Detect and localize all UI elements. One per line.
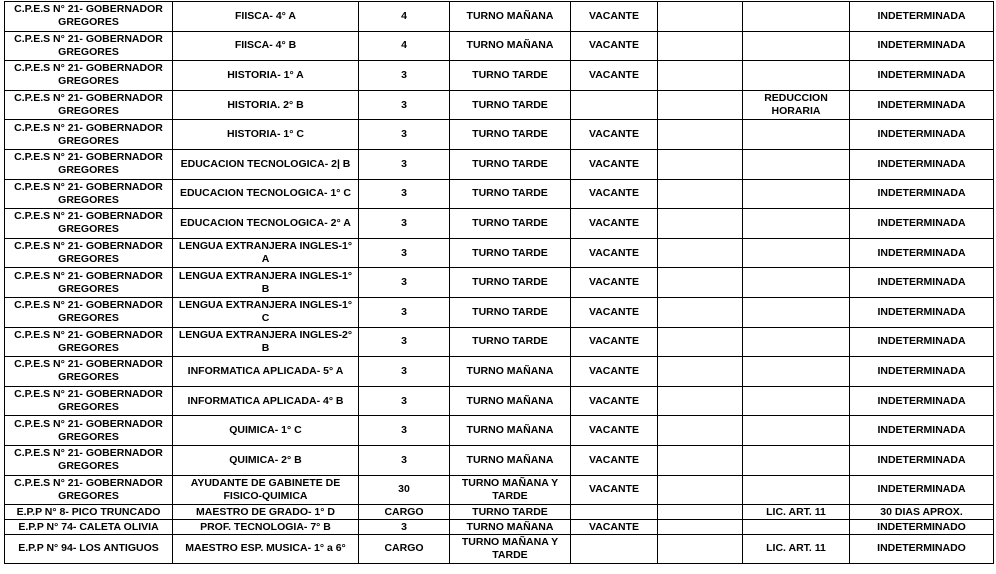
note-cell: LIC. ART. 11 [743, 534, 850, 564]
shift-cell: TURNO TARDE [450, 209, 571, 239]
shift-cell: TURNO TARDE [450, 120, 571, 150]
school-cell: C.P.E.S N° 21- GOBERNADOR GREGORES [5, 445, 173, 475]
status-cell: VACANTE [571, 31, 658, 61]
school-cell: C.P.E.S N° 21- GOBERNADOR GREGORES [5, 475, 173, 505]
hours-cell: 3 [359, 238, 450, 268]
school-cell: C.P.E.S N° 21- GOBERNADOR GREGORES [5, 90, 173, 120]
table-row [5, 120, 994, 150]
duration-cell: INDETERMINADO [850, 519, 994, 534]
empty-cell [658, 416, 743, 446]
status-cell: VACANTE [571, 179, 658, 209]
subject-cell: MAESTRO ESP. MUSICA- 1° a 6° [173, 534, 359, 564]
note-cell [743, 445, 850, 475]
status-cell: VACANTE [571, 445, 658, 475]
shift-cell: TURNO MAÑANA [450, 357, 571, 387]
table-row [5, 505, 994, 520]
hours-cell: 3 [359, 297, 450, 327]
hours-cell: 3 [359, 268, 450, 298]
subject-cell: HISTORIA- 1° A [173, 61, 359, 91]
hours-cell: 3 [359, 61, 450, 91]
duration-cell: INDETERMINADA [850, 416, 994, 446]
table-row [5, 416, 994, 446]
duration-cell: INDETERMINADA [850, 238, 994, 268]
school-cell: C.P.E.S N° 21- GOBERNADOR GREGORES [5, 416, 173, 446]
school-cell: C.P.E.S N° 21- GOBERNADOR GREGORES [5, 149, 173, 179]
duration-cell: INDETERMINADA [850, 90, 994, 120]
shift-cell: TURNO TARDE [450, 149, 571, 179]
empty-cell [658, 31, 743, 61]
hours-cell: 3 [359, 120, 450, 150]
hours-cell: 3 [359, 90, 450, 120]
hours-cell: 3 [359, 386, 450, 416]
shift-cell: TURNO MAÑANA [450, 31, 571, 61]
hours-cell: CARGO [359, 534, 450, 564]
hours-cell: 3 [359, 519, 450, 534]
school-cell: C.P.E.S N° 21- GOBERNADOR GREGORES [5, 297, 173, 327]
table-row [5, 357, 994, 387]
status-cell: VACANTE [571, 416, 658, 446]
duration-cell: INDETERMINADA [850, 268, 994, 298]
subject-cell: LENGUA EXTRANJERA INGLES-1° A [173, 238, 359, 268]
shift-cell: TURNO TARDE [450, 179, 571, 209]
duration-cell: INDETERMINADA [850, 31, 994, 61]
hours-cell: 4 [359, 31, 450, 61]
duration-cell: INDETERMINADA [850, 61, 994, 91]
empty-cell [658, 519, 743, 534]
note-cell [743, 2, 850, 32]
note-cell: LIC. ART. 11 [743, 505, 850, 520]
hours-cell: 3 [359, 179, 450, 209]
status-cell: VACANTE [571, 120, 658, 150]
shift-cell: TURNO MAÑANA [450, 2, 571, 32]
hours-cell: 3 [359, 416, 450, 446]
hours-cell: 30 [359, 475, 450, 505]
school-cell: C.P.E.S N° 21- GOBERNADOR GREGORES [5, 268, 173, 298]
school-cell: C.P.E.S N° 21- GOBERNADOR GREGORES [5, 179, 173, 209]
school-cell: C.P.E.S N° 21- GOBERNADOR GREGORES [5, 327, 173, 357]
duration-cell: INDETERMINADA [850, 327, 994, 357]
shift-cell: TURNO TARDE [450, 238, 571, 268]
empty-cell [658, 90, 743, 120]
table-row [5, 2, 994, 32]
shift-cell: TURNO MAÑANA [450, 416, 571, 446]
subject-cell: INFORMATICA APLICADA- 4° B [173, 386, 359, 416]
empty-cell [658, 238, 743, 268]
note-cell [743, 327, 850, 357]
hours-cell: 3 [359, 209, 450, 239]
shift-cell: TURNO MAÑANA [450, 519, 571, 534]
status-cell: VACANTE [571, 386, 658, 416]
status-cell: VACANTE [571, 297, 658, 327]
subject-cell: HISTORIA. 2° B [173, 90, 359, 120]
status-cell: VACANTE [571, 519, 658, 534]
subject-cell: HISTORIA- 1° C [173, 120, 359, 150]
shift-cell: TURNO MAÑANA Y TARDE [450, 475, 571, 505]
hours-cell: 3 [359, 357, 450, 387]
empty-cell [658, 2, 743, 32]
shift-cell: TURNO TARDE [450, 505, 571, 520]
duration-cell: INDETERMINADA [850, 357, 994, 387]
subject-cell: QUIMICA- 1° C [173, 416, 359, 446]
note-cell [743, 61, 850, 91]
note-cell [743, 475, 850, 505]
empty-cell [658, 327, 743, 357]
status-cell: VACANTE [571, 209, 658, 239]
subject-cell: LENGUA EXTRANJERA INGLES-1° C [173, 297, 359, 327]
status-cell: VACANTE [571, 2, 658, 32]
empty-cell [658, 445, 743, 475]
status-cell: VACANTE [571, 61, 658, 91]
status-cell: VACANTE [571, 327, 658, 357]
shift-cell: TURNO MAÑANA Y TARDE [450, 534, 571, 564]
hours-cell: CARGO [359, 505, 450, 520]
duration-cell: INDETERMINADA [850, 297, 994, 327]
empty-cell [658, 505, 743, 520]
subject-cell: PROF. TECNOLOGIA- 7° B [173, 519, 359, 534]
table-row [5, 268, 994, 298]
empty-cell [658, 120, 743, 150]
note-cell [743, 357, 850, 387]
hours-cell: 4 [359, 2, 450, 32]
status-cell: VACANTE [571, 357, 658, 387]
note-cell [743, 209, 850, 239]
school-cell: C.P.E.S N° 21- GOBERNADOR GREGORES [5, 386, 173, 416]
empty-cell [658, 149, 743, 179]
status-cell: VACANTE [571, 268, 658, 298]
table-row [5, 149, 994, 179]
shift-cell: TURNO TARDE [450, 297, 571, 327]
empty-cell [658, 268, 743, 298]
table-row [5, 209, 994, 239]
hours-cell: 3 [359, 445, 450, 475]
table-row [5, 386, 994, 416]
table-row [5, 475, 994, 505]
status-cell: VACANTE [571, 475, 658, 505]
duration-cell: INDETERMINADO [850, 534, 994, 564]
empty-cell [658, 297, 743, 327]
empty-cell [658, 209, 743, 239]
duration-cell: INDETERMINADA [850, 475, 994, 505]
duration-cell: INDETERMINADA [850, 445, 994, 475]
empty-cell [658, 386, 743, 416]
school-cell: C.P.E.S N° 21- GOBERNADOR GREGORES [5, 209, 173, 239]
subject-cell: EDUCACION TECNOLOGICA- 2° A [173, 209, 359, 239]
shift-cell: TURNO TARDE [450, 90, 571, 120]
table-row [5, 31, 994, 61]
table-row [5, 238, 994, 268]
school-cell: E.P.P N° 74- CALETA OLIVIA [5, 519, 173, 534]
school-cell: C.P.E.S N° 21- GOBERNADOR GREGORES [5, 120, 173, 150]
duration-cell: INDETERMINADA [850, 120, 994, 150]
subject-cell: LENGUA EXTRANJERA INGLES-1° B [173, 268, 359, 298]
table-row [5, 445, 994, 475]
shift-cell: TURNO TARDE [450, 268, 571, 298]
duration-cell: INDETERMINADA [850, 179, 994, 209]
note-cell [743, 297, 850, 327]
shift-cell: TURNO TARDE [450, 61, 571, 91]
table-row [5, 297, 994, 327]
table-row [5, 519, 994, 534]
school-cell: C.P.E.S N° 21- GOBERNADOR GREGORES [5, 61, 173, 91]
empty-cell [658, 534, 743, 564]
subject-cell: EDUCACION TECNOLOGICA- 2| B [173, 149, 359, 179]
note-cell [743, 179, 850, 209]
duration-cell: 30 DIAS APROX. [850, 505, 994, 520]
note-cell [743, 268, 850, 298]
school-cell: E.P.P N° 94- LOS ANTIGUOS [5, 534, 173, 564]
empty-cell [658, 357, 743, 387]
table-body [5, 2, 994, 564]
status-cell [571, 534, 658, 564]
school-cell: C.P.E.S N° 21- GOBERNADOR GREGORES [5, 357, 173, 387]
shift-cell: TURNO MAÑANA [450, 386, 571, 416]
subject-cell: MAESTRO DE GRADO- 1° D [173, 505, 359, 520]
vacancies-table [4, 1, 994, 564]
duration-cell: INDETERMINADA [850, 209, 994, 239]
subject-cell: FIISCA- 4° A [173, 2, 359, 32]
note-cell [743, 149, 850, 179]
table-row [5, 327, 994, 357]
shift-cell: TURNO TARDE [450, 327, 571, 357]
status-cell: VACANTE [571, 149, 658, 179]
duration-cell: INDETERMINADA [850, 2, 994, 32]
hours-cell: 3 [359, 149, 450, 179]
status-cell [571, 505, 658, 520]
duration-cell: INDETERMINADA [850, 149, 994, 179]
shift-cell: TURNO MAÑANA [450, 445, 571, 475]
duration-cell: INDETERMINADA [850, 386, 994, 416]
table-row [5, 179, 994, 209]
empty-cell [658, 179, 743, 209]
subject-cell: LENGUA EXTRANJERA INGLES-2° B [173, 327, 359, 357]
school-cell: C.P.E.S N° 21- GOBERNADOR GREGORES [5, 238, 173, 268]
empty-cell [658, 475, 743, 505]
note-cell [743, 416, 850, 446]
subject-cell: AYUDANTE DE GABINETE DE FISICO-QUIMICA [173, 475, 359, 505]
school-cell: C.P.E.S N° 21- GOBERNADOR GREGORES [5, 2, 173, 32]
note-cell: REDUCCION HORARIA [743, 90, 850, 120]
note-cell [743, 386, 850, 416]
table-row [5, 90, 994, 120]
subject-cell: INFORMATICA APLICADA- 5° A [173, 357, 359, 387]
subject-cell: EDUCACION TECNOLOGICA- 1° C [173, 179, 359, 209]
status-cell [571, 90, 658, 120]
table-row [5, 534, 994, 564]
status-cell: VACANTE [571, 238, 658, 268]
empty-cell [658, 61, 743, 91]
subject-cell: QUIMICA- 2° B [173, 445, 359, 475]
school-cell: E.P.P N° 8- PICO TRUNCADO [5, 505, 173, 520]
note-cell [743, 519, 850, 534]
school-cell: C.P.E.S N° 21- GOBERNADOR GREGORES [5, 31, 173, 61]
table-row [5, 61, 994, 91]
hours-cell: 3 [359, 327, 450, 357]
note-cell [743, 120, 850, 150]
subject-cell: FIISCA- 4° B [173, 31, 359, 61]
note-cell [743, 238, 850, 268]
note-cell [743, 31, 850, 61]
